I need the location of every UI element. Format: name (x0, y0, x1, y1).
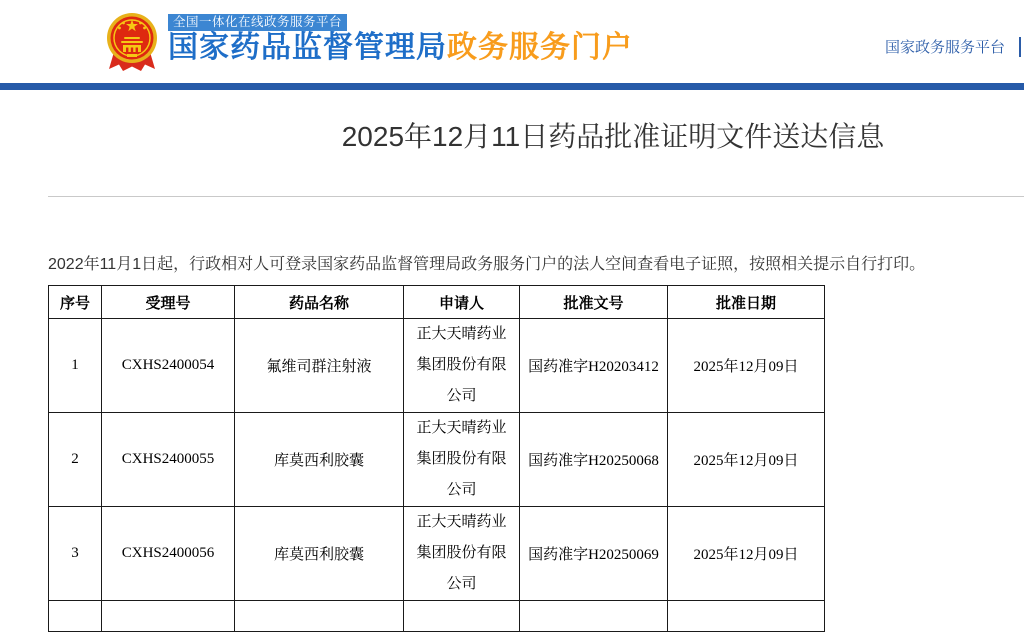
notice-text: 2022年11月1日起，行政相对人可登录国家药品监督管理局政务服务门户的法人空间查看电子证照，按照相关提示自行打印。 (48, 256, 926, 273)
header-nav (885, 36, 1021, 57)
column-header: 申请人 (404, 286, 520, 319)
table-cell (520, 601, 668, 632)
table-cell (404, 601, 520, 632)
table-cell: 正大天晴药业集团股份有限公司 (404, 413, 520, 507)
table-cell (668, 601, 825, 632)
table-cell: CXHS2400056 (102, 507, 235, 601)
table-cell: 正大天晴药业集团股份有限公司 (404, 319, 520, 413)
table-cell: 国药准字H20203412 (520, 319, 668, 413)
table-cell (235, 601, 404, 632)
table-cell: 库莫西利胶囊 (235, 507, 404, 601)
table-cell (49, 601, 102, 632)
table-cell: 氟维司群注射液 (235, 319, 404, 413)
column-header: 批准日期 (668, 286, 825, 319)
table-body (49, 319, 825, 632)
table-cell: 国药准字H20250068 (520, 413, 668, 507)
column-header: 受理号 (102, 286, 235, 319)
table-cell: 库莫西利胶囊 (235, 413, 404, 507)
table-cell: CXHS2400055 (102, 413, 235, 507)
column-header: 药品名称 (235, 286, 404, 319)
table-row (49, 507, 825, 601)
national-emblem-icon (106, 12, 158, 74)
nav-link-national-platform[interactable]: 国家政务服务平台 (884, 39, 1005, 56)
column-header: 序号 (49, 286, 102, 319)
table-row-partial (49, 601, 825, 632)
table-cell: 国药准字H20250069 (520, 507, 668, 601)
header-accent-bar (0, 83, 1024, 90)
table-cell: 2 (49, 413, 102, 507)
nav-divider (1019, 37, 1021, 57)
site-name-primary: 国家药品监督管理局 (168, 31, 447, 64)
table-row (49, 319, 825, 413)
table-header-row (49, 286, 825, 319)
approval-table (48, 285, 825, 632)
site-name-secondary: 政务服务门户 (447, 31, 633, 64)
table-cell: 2025年12月09日 (668, 319, 825, 413)
site-title (168, 32, 633, 64)
page-title: 2025年12月11日药品批准证明文件送达信息 (341, 121, 885, 152)
table-row (49, 413, 825, 507)
column-header: 批准文号 (520, 286, 668, 319)
table-cell: 1 (49, 319, 102, 413)
title-divider (48, 196, 1024, 197)
table-cell: CXHS2400054 (102, 319, 235, 413)
main-content (48, 90, 1024, 632)
table-head (49, 286, 825, 319)
site-header (0, 0, 1024, 83)
table-cell: 正大天晴药业集团股份有限公司 (404, 507, 520, 601)
site-logo[interactable] (106, 12, 633, 74)
table-cell: 2025年12月09日 (668, 413, 825, 507)
platform-badge: 全国一体化在线政务服务平台 (168, 14, 347, 31)
table-cell: 2025年12月09日 (668, 507, 825, 601)
table-cell: 3 (49, 507, 102, 601)
table-cell (102, 601, 235, 632)
